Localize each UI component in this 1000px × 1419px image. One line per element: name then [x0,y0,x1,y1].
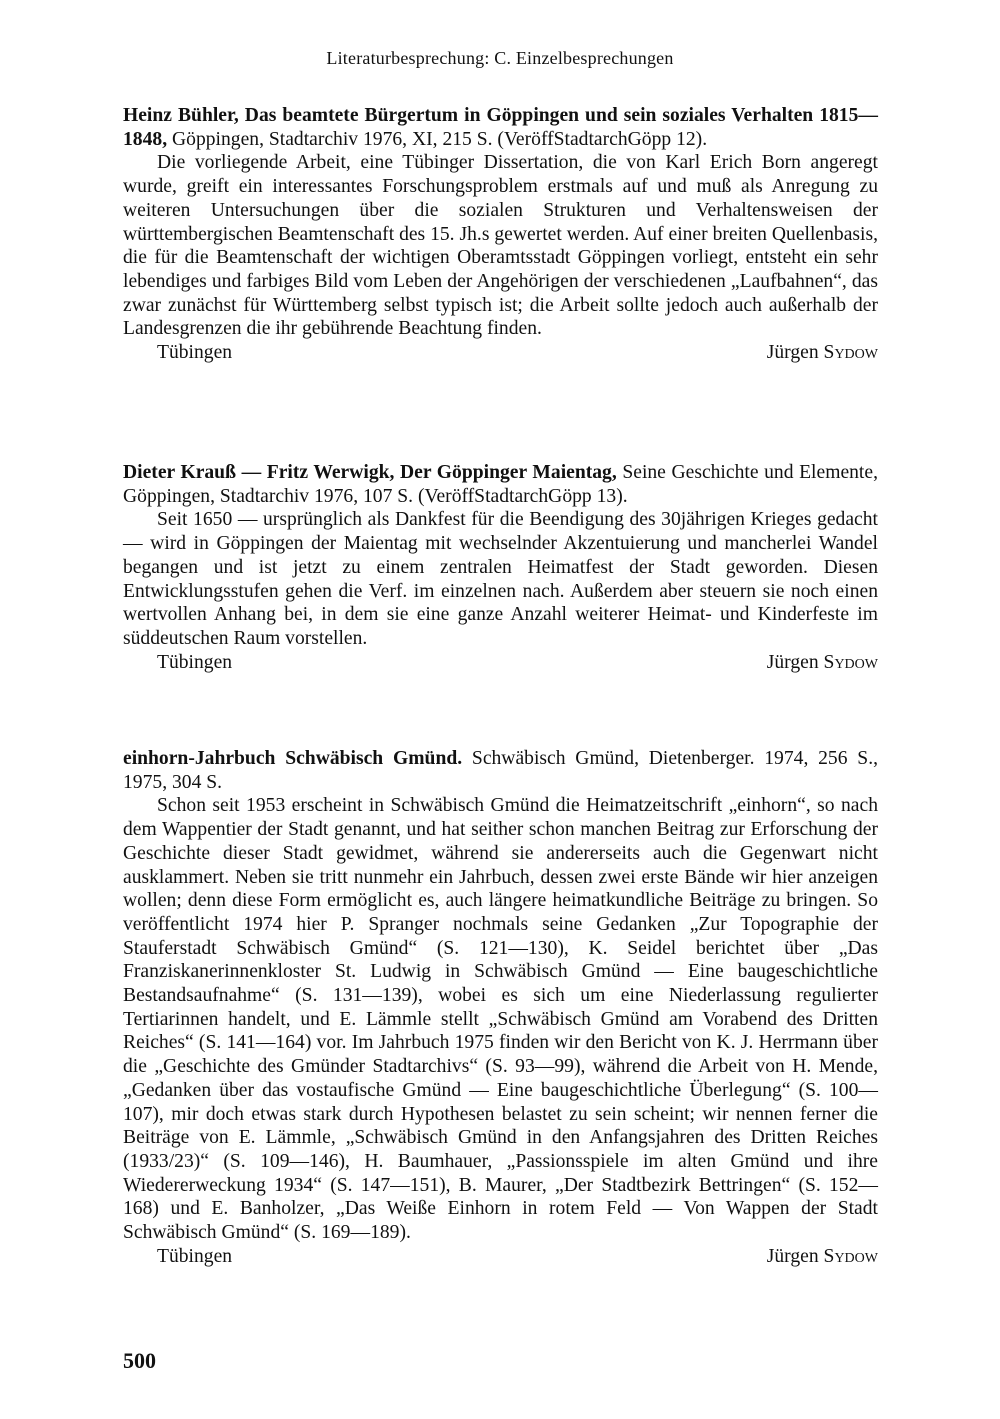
review-signature [123,651,878,675]
review-bibliographic-details: Seine Geschichte und Elemente, Göppingen, Stadtarchiv 1976, 107 S. (VeröffStadtarchGöpp 13). [123,462,878,507]
author-last-name: Sydow [823,342,878,364]
running-header: Literaturbesprechung: C. Einzelbesprechungen [326,48,674,68]
review-body: Schon seit 1953 erscheint in Schwäbisch Gmünd die Heimatzeitschrift „einhorn“, so nach dem Wappentier der Stadt genannt, und hat seither schon manchen Beitrag zur Erforschung der Geschichte dieser Stadt gewidmet, während sie andererseits auch die Gegenwart nicht ausklammert. Neben sie tritt nunmehr ein Jahrbuch, dessen zwei erste Bände wir hier anzeigen wollen; denn diese Form ermöglicht es, auch längere heimatkundliche Beiträge zu bringen. So veröffentlicht 1974 hier P. Spranger nochmals seine Gedanken „Zur Topographie der Stauferstadt Schwäbisch Gmünd“ (S. 121—130), K. Seidel berichtet über „Das Franziskanerinnenkloster St. Ludwig in Schwäbisch Gmünd — Eine baugeschichtliche Bestandsaufnahme“ (S. 131—139), wobei es sich um eine Niederlassung regulierter Tertiarinnen handelt, und E. Lämmle stellt „Schwäbisch Gmünd am Vorabend des Dritten Reiches“ (S. 141—164) vor. Im Jahrbuch 1975 finden wir den Bericht von K. J. Herrmann über die „Geschichte des Gmünder Stadtarchivs“ (S. 93—99), während die Arbeit von H. Mende, „Gedanken über das vostaufische Gmünd — Eine baugeschichtliche Überlegung“ (S. 100—107), mir doch etwas stark durch Hypothesen belastet zu sein scheint; wir nennen ferner die Beiträge von E. Lämmle, „Schwäbisch Gmünd in den Anfangsjahren des Dritten Reiches (1933/23)“ (S. 109—146), H. Baumhauer, „Passionsspiele im alten Gmünd und ihre Wiedererweckung 1934“ (S. 147—151), B. Maurer, „Der Stadtbezirk Bettringen“ (S. 152—168) und E. Banholzer, „Das Weiße Einhorn in rotem Feld — Von Wappen der Stadt Schwäbisch Gmünd“ (S. 169—189). [123,795,878,1244]
review-title: Dieter Krauß — Fritz Werwigk, Der Göppinger Maientag, [123,462,617,483]
review-place: Tübingen [157,651,233,673]
page-number: 500 [123,1348,156,1373]
author-first-name: Jürgen [766,651,819,673]
review-author [767,341,878,365]
author-first-name: Jürgen [766,1245,819,1267]
review-krauss-werwigk [123,461,878,674]
review-citation [123,104,878,151]
author-first-name: Jürgen [766,342,819,364]
review-author [767,1245,878,1269]
author-last-name: Sydow [823,1245,878,1267]
review-place: Tübingen [157,1245,233,1267]
review-buehler [123,104,878,365]
review-bibliographic-details: Göppingen, Stadtarchiv 1976, XI, 215 S. (VeröffStadtarchGöpp 12). [167,128,708,150]
author-last-name: Sydow [823,651,878,673]
review-signature [123,341,878,365]
review-citation [123,747,878,794]
review-author [767,651,878,675]
review-signature [123,1245,878,1269]
review-einhorn-jahrbuch [123,747,878,1268]
review-citation [123,461,878,508]
review-title: einhorn-Jahrbuch Schwäbisch Gmünd. [123,748,463,769]
review-place: Tübingen [157,342,233,364]
review-title: Heinz Bühler, Das beamtete Bürgertum in Göppingen und sein soziales Verhalten 1815—1848, [123,105,878,150]
review-body: Die vorliegende Arbeit, eine Tübinger Dissertation, die von Karl Erich Born angeregt wurde, greift ein interessantes Forschungsproblem erstmals auf und muß als Anregung zu weiteren Untersuchungen über die sozialen Strukturen und Verhaltensweisen der württembergischen Beamtenschaft des 15. Jh.s gewertet werden. Auf einer breiten Quellenbasis, die für die Beamtenschaft der wichtigen Oberamtsstadt Göppingen vorliegt, entsteht ein sehr lebendiges und farbiges Bild vom Leben der Angehörigen der verschiedenen „Laufbahnen“, das zwar zunächst für Württemberg selbst typisch ist; die Arbeit sollte jedoch auch außerhalb der Landesgrenzen die ihr gebührende Beachtung finden. [123,152,878,340]
review-bibliographic-details: Schwäbisch Gmünd, Dietenberger. 1974, 256 S., 1975, 304 S. [123,748,878,793]
review-body: Seit 1650 — ursprünglich als Dankfest für die Beendigung des 30jährigen Krieges gedacht — wird in Göppingen der Maientag mit wechselnder Akzentuierung und mancherlei Wandel begangen und ist jetzt zu einem zentralen Heimatfest der Stadt geworden. Diesen Entwicklungsstufen gehen die Verf. im einzelnen nach. Außerdem aber steuern sie noch einen wertvollen Anhang bei, in dem sie eine ganze Anzahl weiterer Heimat- und Kinderfeste im süddeutschen Raum vorstellen. [123,509,878,649]
